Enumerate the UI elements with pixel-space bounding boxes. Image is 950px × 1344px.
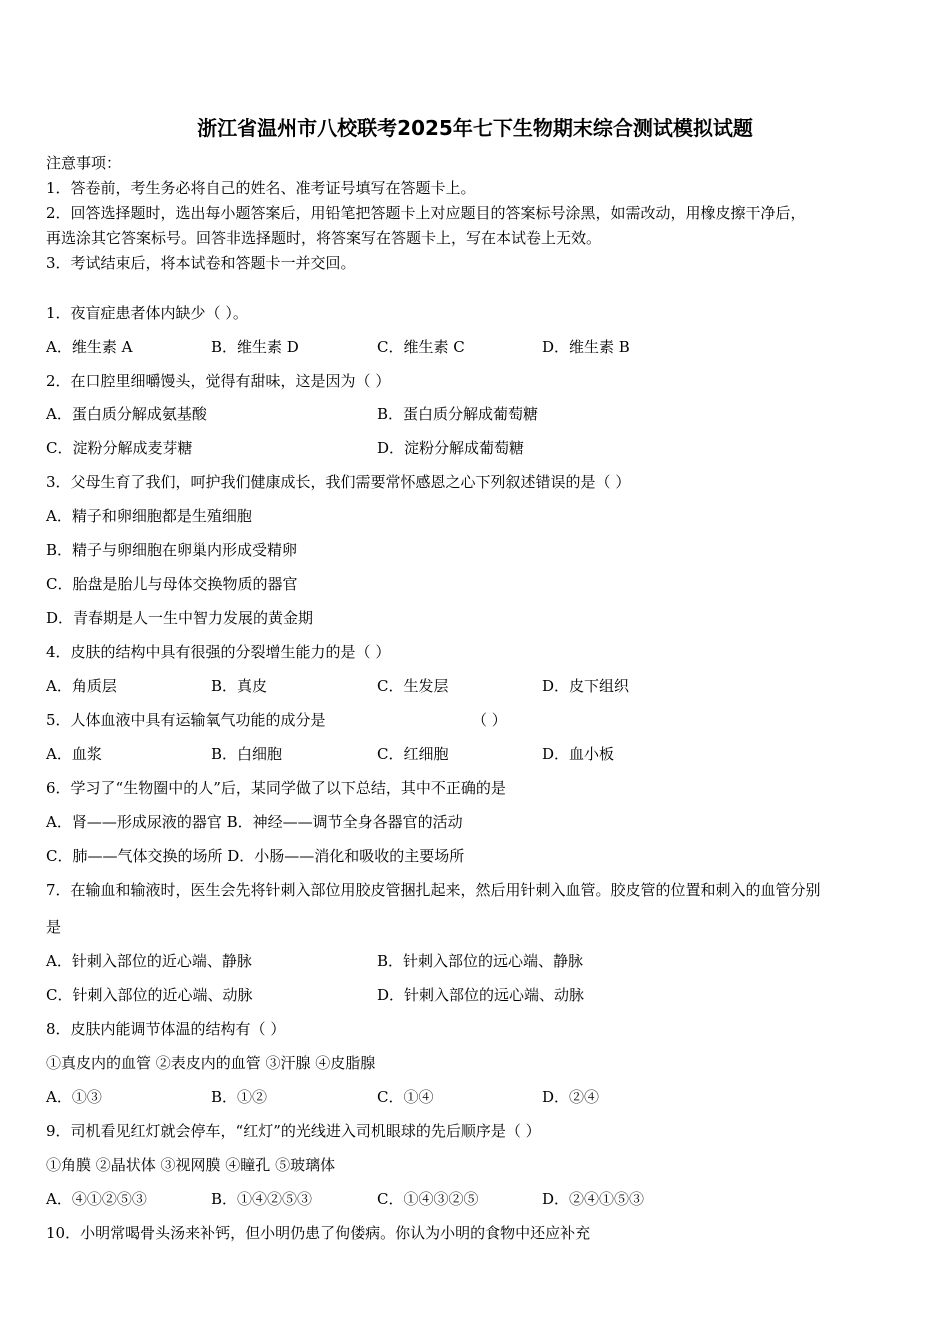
question-3-stem: 3．父母生育了我们，呵护我们健康成长，我们需要常怀感恩之心下列叙述错误的是（ ） [46, 473, 631, 491]
question-6-options-ab: A．肾——形成尿液的器官 B．神经——调节全身各器官的活动 [46, 813, 463, 831]
option-a: A．维生素 A [46, 338, 133, 356]
question-10-stem: 10．小明常喝骨头汤来补钙，但小明仍患了佝偻病。你认为小明的食物中还应补充 [46, 1224, 591, 1242]
question-7-options-cd [46, 984, 906, 1004]
question-7-options-ab [46, 950, 906, 970]
option-b: B．白细胞 [211, 745, 283, 763]
question-6-stem: 6．学习了“生物圈中的人”后，某同学做了以下总结，其中不正确的是 [46, 779, 506, 797]
question-3-option-c: C．胎盘是胎儿与母体交换物质的器官 [46, 575, 298, 593]
question-3-option-a: A．精子和卵细胞都是生殖细胞 [46, 507, 252, 525]
option-c: C．生发层 [377, 677, 449, 695]
option-a: A．①③ [46, 1088, 102, 1106]
exam-title: 浙江省温州市八校联考2025年七下生物期末综合测试模拟试题 [197, 116, 753, 140]
question-9-items: ①角膜 ②晶状体 ③视网膜 ④瞳孔 ⑤玻璃体 [46, 1156, 336, 1174]
option-c: C．①④ [377, 1088, 434, 1106]
question-9-stem: 9．司机看见红灯就会停车，“红灯”的光线进入司机眼球的先后顺序是（ ） [46, 1122, 541, 1140]
option-b: B．真皮 [211, 677, 268, 695]
option-a: A．针刺入部位的近心端、静脉 [46, 952, 252, 970]
question-1-stem: 1．夜盲症患者体内缺少（ ）。 [46, 304, 248, 322]
option-d: D．针刺入部位的远心端、动脉 [377, 986, 585, 1004]
question-8-items: ①真皮内的血管 ②表皮内的血管 ③汗腺 ④皮脂腺 [46, 1054, 376, 1072]
option-a: A．血浆 [46, 745, 102, 763]
question-2-options-cd [46, 437, 906, 457]
option-a: A．④①②⑤③ [46, 1190, 147, 1208]
option-b: B．①④②⑤③ [211, 1190, 313, 1208]
question-4-stem: 4．皮肤的结构中具有很强的分裂增生能力的是（ ） [46, 643, 391, 661]
notice-heading: 注意事项： [46, 154, 122, 172]
question-1-options [46, 336, 906, 356]
question-3-option-d: D．青春期是人一生中智力发展的黄金期 [46, 609, 314, 627]
question-5-options [46, 743, 906, 763]
question-4-options [46, 675, 906, 695]
question-9-options [46, 1188, 906, 1208]
option-c: C．淀粉分解成麦芽糖 [46, 439, 193, 457]
question-5-paren: （ ） [472, 711, 507, 729]
question-7-stem: 7．在输血和输液时，医生会先将针刺入部位用胶皮管捆扎起来，然后用针刺入血管。胶皮管的位置和刺入的血管分别 [46, 881, 821, 899]
question-8-stem: 8．皮肤内能调节体温的结构有（ ） [46, 1020, 286, 1038]
question-2-options-ab [46, 403, 906, 423]
option-a: A．角质层 [46, 677, 117, 695]
option-d: D．淀粉分解成葡萄糖 [377, 439, 525, 457]
option-c: C．针刺入部位的近心端、动脉 [46, 986, 253, 1004]
option-d: D．皮下组织 [542, 677, 630, 695]
notice-item-2: 2．回答选择题时，选出每小题答案后，用铅笔把答题卡上对应题目的答案标号涂黑，如需改动，用橡皮擦干净后， [46, 204, 806, 222]
option-b: B．针刺入部位的远心端、静脉 [377, 952, 584, 970]
option-b: B．维生素 D [211, 338, 299, 356]
option-b: B．①② [211, 1088, 268, 1106]
question-8-options [46, 1086, 906, 1106]
option-c: C．①④③②⑤ [377, 1190, 479, 1208]
notice-item-3: 3．考试结束后，将本试卷和答题卡一并交回。 [46, 254, 356, 272]
question-5-stem: 5．人体血液中具有运输氧气功能的成分是 [46, 711, 326, 729]
question-3-option-b: B．精子与卵细胞在卵巢内形成受精卵 [46, 541, 298, 559]
option-b: B．蛋白质分解成葡萄糖 [377, 405, 539, 423]
notice-item-2-cont: 再选涂其它答案标号。回答非选择题时，将答案写在答题卡上，写在本试卷上无效。 [46, 229, 602, 247]
option-d: D．②④ [542, 1088, 600, 1106]
option-d: D．维生素 B [542, 338, 630, 356]
question-6-options-cd: C．肺——气体交换的场所 D．小肠——消化和吸收的主要场所 [46, 847, 465, 865]
option-d: D．血小板 [542, 745, 615, 763]
option-d: D．②④①⑤③ [542, 1190, 645, 1208]
question-2-stem: 2．在口腔里细嚼馒头，觉得有甜味，这是因为（ ） [46, 372, 391, 390]
option-c: C．维生素 C [377, 338, 465, 356]
notice-item-1: 1．答卷前，考生务必将自己的姓名、准考证号填写在答题卡上。 [46, 179, 476, 197]
question-7-stem-cont: 是 [46, 918, 62, 936]
option-c: C．红细胞 [377, 745, 449, 763]
option-a: A．蛋白质分解成氨基酸 [46, 405, 207, 423]
